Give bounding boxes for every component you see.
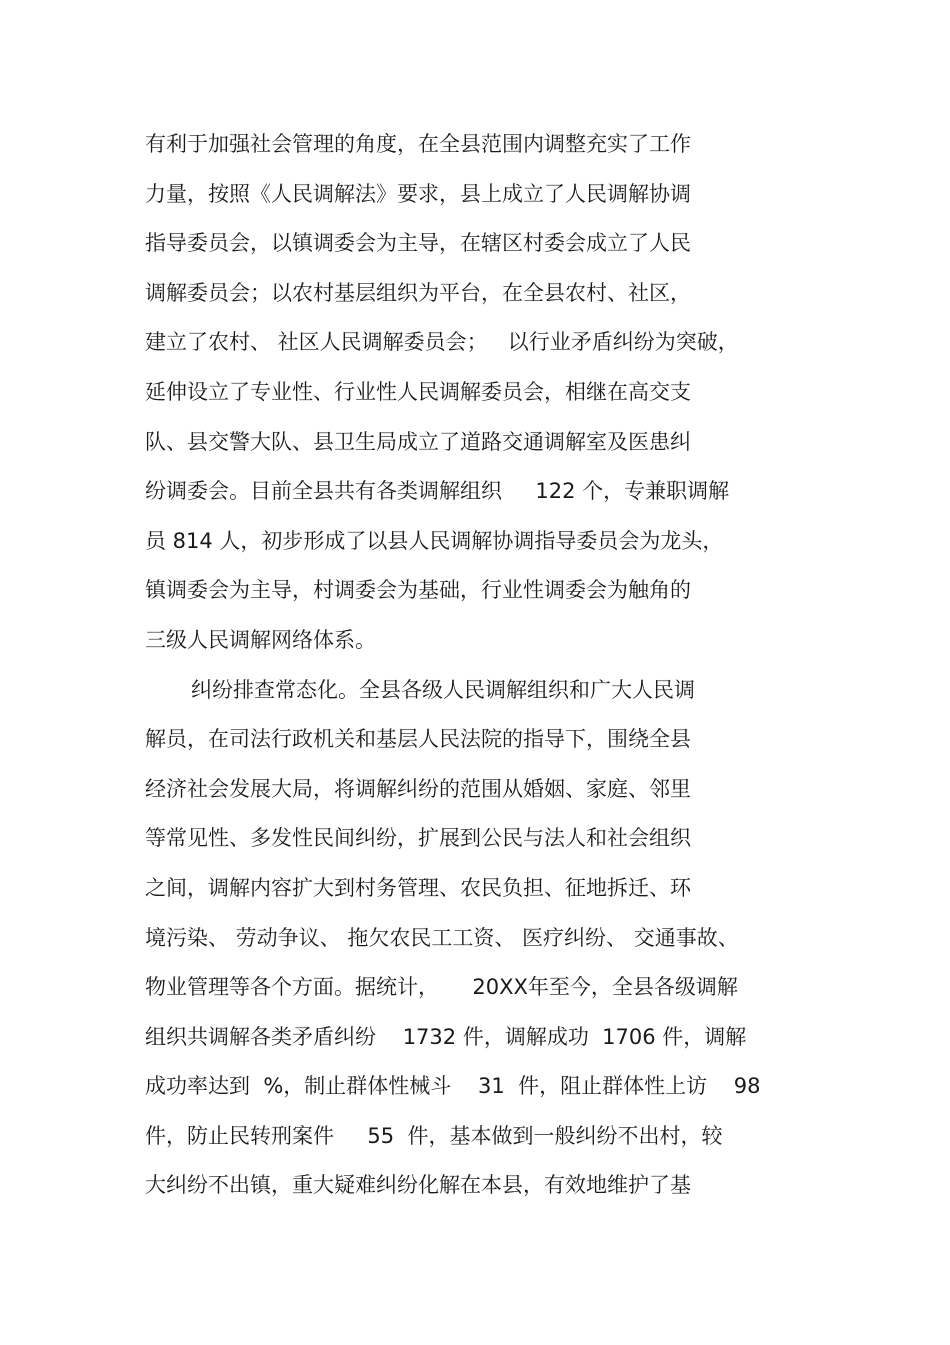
text-line: 延伸设立了专业性、行业性人民调解委员会，相继在高交支	[145, 379, 691, 404]
paragraph-first-line: 纠纷排查常态化。全县各级人民调解组织和广大人民调	[191, 677, 695, 702]
text-line: 力量，按照《人民调解法》要求，县上成立了人民调解协调	[145, 181, 691, 206]
text-line: 物业管理等各个方面。据统计， 20XX年至今，全县各级调解	[145, 975, 738, 1000]
text-line: 大纠纷不出镇，重大疑难纠纷化解在本县，有效地维护了基	[145, 1173, 691, 1198]
text-line: 等常见性、多发性民间纠纷，扩展到公民与法人和社会组织	[145, 826, 691, 851]
text-line: 经济社会发展大局，将调解纠纷的范围从婚姻、家庭、邻里	[145, 776, 691, 801]
text-line: 境污染、 劳动争议、 拖欠农民工工资、 医疗纠纷、 交通事故、	[145, 925, 739, 950]
text-line: 队、县交警大队、县卫生局成立了道路交通调解室及医患纠	[145, 429, 691, 454]
text-line: 员 814 人，初步形成了以县人民调解协调指导委员会为龙头，	[145, 528, 724, 553]
text-line: 组织共调解各类矛盾纠纷 1732 件，调解成功 1706 件，调解	[145, 1024, 747, 1049]
text-line: 指导委员会，以镇调委会为主导，在辖区村委会成立了人民	[145, 231, 691, 256]
text-line: 镇调委会为主导，村调委会为基础，行业性调委会为触角的	[145, 578, 691, 603]
text-line: 之间，调解内容扩大到村务管理、农民负担、征地拆迁、环	[145, 875, 691, 900]
text-line: 有利于加强社会管理的角度，在全县范围内调整充实了工作	[145, 132, 691, 156]
text-line: 解员，在司法行政机关和基层人民法院的指导下，围绕全县	[145, 727, 691, 752]
text-line: 纷调委会。目前全县共有各类调解组织 122 个，专兼职调解	[145, 479, 730, 504]
text-line: 成功率达到 %，制止群体性械斗 31 件，阻止群体性上访 98	[145, 1074, 761, 1099]
text-line: 三级人民调解网络体系。	[145, 627, 376, 652]
text-line: 调解委员会；以农村基层组织为平台，在全县农村、社区，	[145, 280, 691, 305]
document-body	[145, 120, 825, 1211]
text-line: 件，防止民转刑案件 55 件，基本做到一般纠纷不出村，较	[145, 1123, 723, 1148]
text-line: 建立了农村、 社区人民调解委员会； 以行业矛盾纠纷为突破，	[145, 330, 739, 355]
